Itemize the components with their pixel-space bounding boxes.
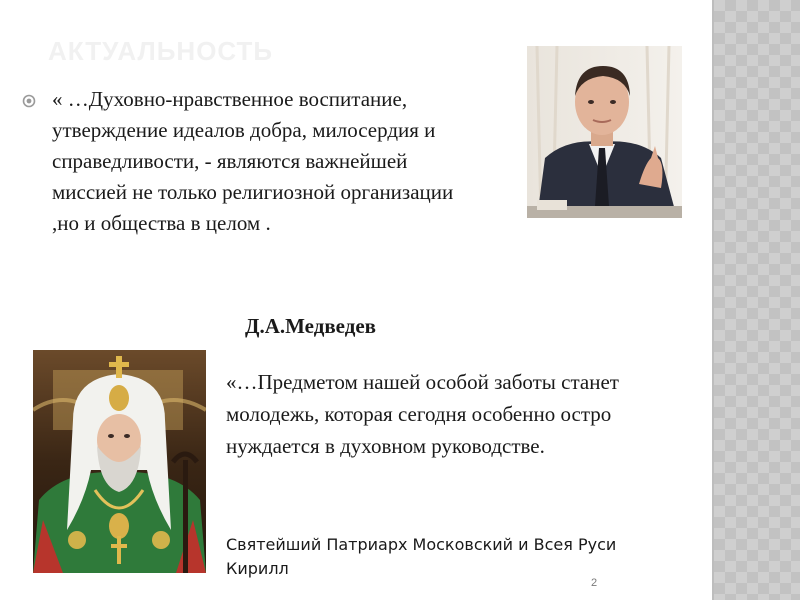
medvedev-photo <box>527 46 682 218</box>
medvedev-quote: « …Духовно-нравственное воспитание, утверждение идеалов добра, милосердия и справедливости, - являются важнейшей миссией не только религиозной организации ,но и общества в целом . <box>52 87 454 235</box>
slide-title: АКТУАЛЬНОСТЬ <box>48 36 274 66</box>
patriarch-attribution: Святейший Патриарх Московский и Всея Руси Кирилл <box>226 535 617 578</box>
circle-bullet-icon <box>22 94 36 108</box>
patriarch-quote: «…Предметом нашей особой заботы станет молодежь, которая сегодня особенно остро нуждается в духовном руководстве. <box>226 370 619 458</box>
patriarch-photo <box>33 350 206 573</box>
page-number: 2 <box>591 577 598 589</box>
medvedev-attribution: Д.А.Медведев <box>245 314 376 338</box>
decorative-sidebar <box>712 0 800 600</box>
